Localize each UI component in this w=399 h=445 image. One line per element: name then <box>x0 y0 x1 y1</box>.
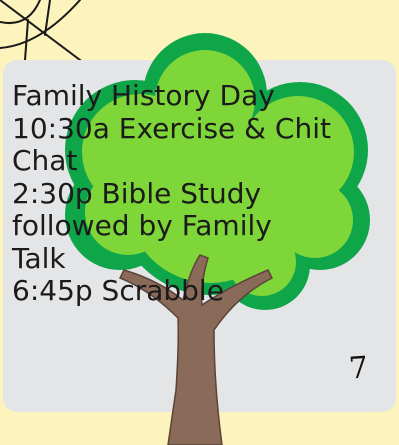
event-line[interactable]: 6:45p Scrabble <box>12 274 224 307</box>
day-number: 7 <box>347 350 370 387</box>
event-line[interactable]: Chat <box>12 144 78 177</box>
event-list <box>12 80 392 308</box>
event-line[interactable]: 2:30p Bible Study <box>12 176 262 210</box>
event-line[interactable]: 10:30a Exercise & Chit <box>12 111 331 145</box>
event-line[interactable]: Talk <box>12 241 66 275</box>
event-line[interactable]: Family History Day <box>12 79 275 112</box>
event-line[interactable]: followed by Family <box>12 209 272 242</box>
